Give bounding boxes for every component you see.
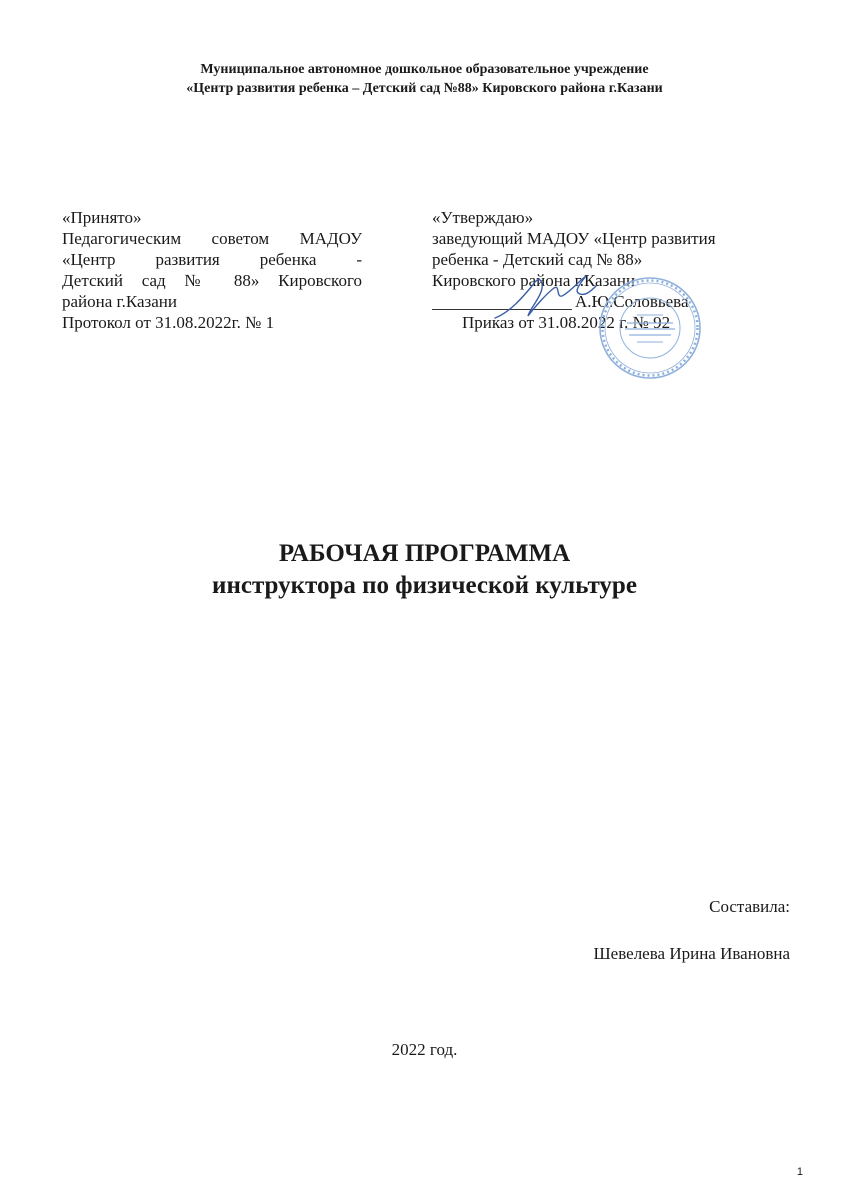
author-name: Шевелева Ирина Ивановна	[593, 944, 790, 963]
approved-order: Приказ от 31.08.2022 г. № 92	[462, 313, 671, 332]
accepted-line4: района г.Казани	[62, 292, 177, 311]
accepted-line2: «Центр развития ребенка -	[62, 250, 362, 269]
institution-header	[0, 60, 849, 98]
title-line1: РАБОЧАЯ ПРОГРАММА	[278, 540, 571, 567]
institution-name-line2: «Центр развития ребенка – Детский сад №88» Кировского района г.Казани	[186, 81, 663, 96]
approved-line2: ребенка - Детский сад № 88»	[432, 250, 643, 269]
official-stamp	[597, 275, 703, 381]
accepted-line3: Детский сад № 88» Кировского	[62, 271, 362, 290]
approved-line1: заведующий МАДОУ «Центр развития	[432, 229, 716, 248]
accepted-line1: Педагогическим советом МАДОУ	[62, 229, 362, 248]
handwritten-signature	[490, 268, 600, 328]
signer-name: А.Ю.Соловьева	[575, 292, 689, 311]
document-title	[0, 538, 849, 602]
page-number: 1	[796, 1166, 803, 1178]
accepted-block	[62, 207, 362, 333]
approved-line3: Кировского района г.Казани	[432, 271, 636, 290]
accepted-protocol: Протокол от 31.08.2022г. № 1	[62, 313, 275, 332]
institution-name-line1: Муниципальное автономное дошкольное образовательное учреждение	[200, 62, 649, 77]
title-line2: инструктора по физической культуре	[212, 572, 637, 599]
approved-title: «Утверждаю»	[432, 208, 534, 227]
accepted-title: «Принято»	[62, 208, 142, 227]
document-year: 2022 год.	[391, 1040, 458, 1059]
composed-label: Составила:	[709, 897, 790, 916]
